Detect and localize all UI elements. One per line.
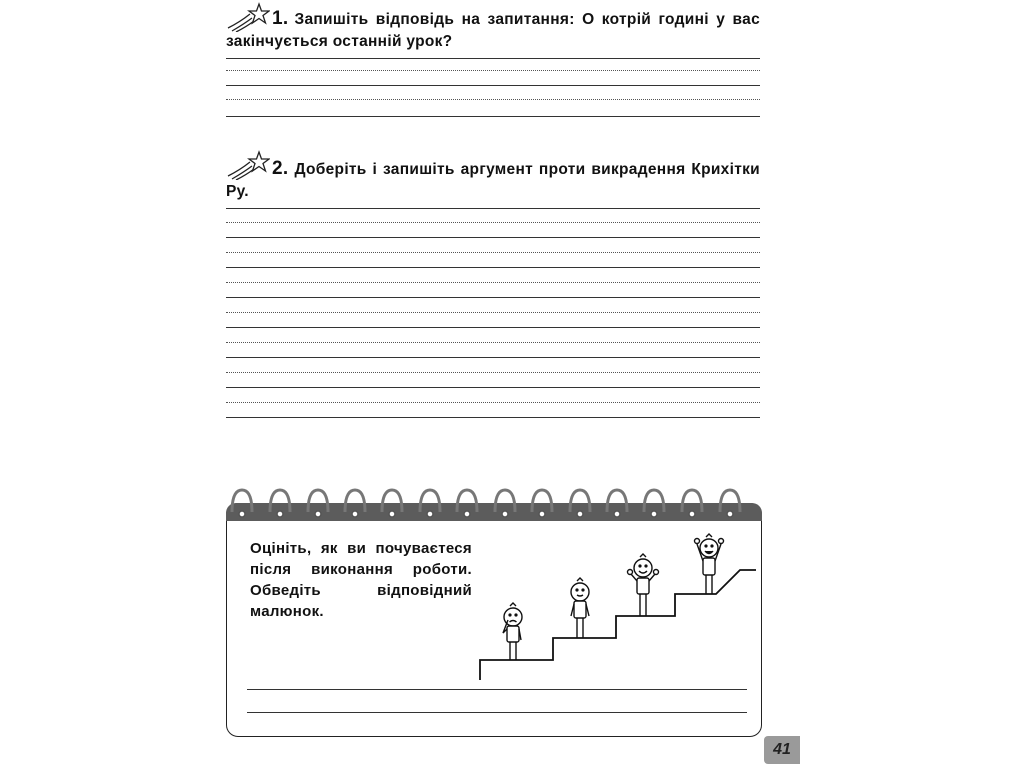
spiral-ring-icon [457,490,477,512]
spiral-ring-icon [607,490,627,512]
staircase [480,570,756,680]
task-2-number: 2. [272,158,289,179]
notebook-spiral [226,486,766,526]
spiral-ring-icon [532,490,552,512]
task-1-text: Запишіть відповідь на запитання: О котрій годині у вас закінчується останній урок? [226,11,760,50]
excited-figure[interactable] [695,534,724,594]
task-2-text: Доберіть і запишіть аргумент проти викрадення Крихітки Ру. [226,161,760,200]
spiral-ring-icon [495,490,515,512]
spiral-ring-icon [644,490,664,512]
happy-figure[interactable] [628,554,659,616]
task-1-number: 1. [272,8,289,29]
page-number: 41 [764,736,800,764]
spiral-ring-icon [345,490,365,512]
task-2-answer-lines[interactable] [226,204,760,424]
spiral-ring-icon [232,490,252,512]
task-1 [226,8,760,53]
mood-staircase [476,530,766,690]
assessment-instruction: Оцініть, як ви почуваєтеся після виконання роботи. Обведіть відповідний малюнок. [250,540,472,620]
spiral-ring-icon [270,490,290,512]
spiral-ring-icon [682,490,702,512]
task-2 [226,158,760,203]
spiral-ring-icon [308,490,328,512]
assessment-answer-line[interactable] [247,712,747,713]
task-1-answer-lines[interactable] [226,54,760,124]
neutral-figure[interactable] [571,578,589,638]
spiral-ring-icon [420,490,440,512]
spiral-ring-icon [720,490,740,512]
spiral-ring-icon [382,490,402,512]
spiral-ring-icon [570,490,590,512]
sad-figure[interactable] [503,603,522,660]
